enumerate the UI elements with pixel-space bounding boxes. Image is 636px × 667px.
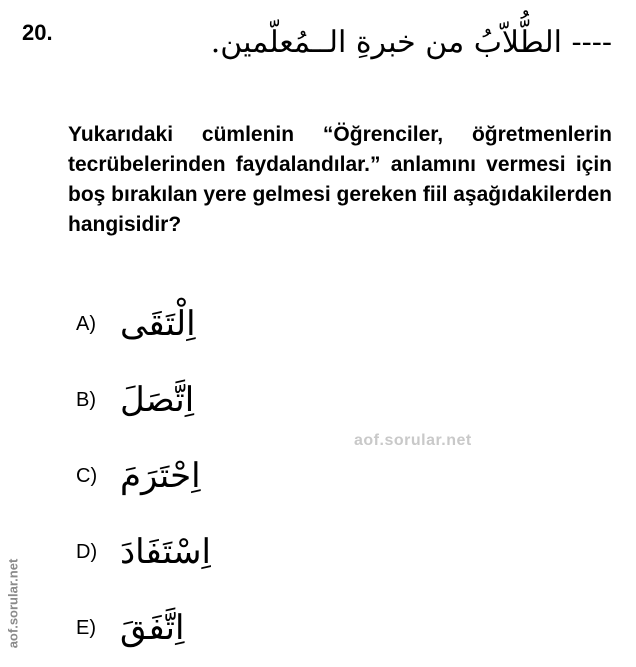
option-letter: D) [76,540,98,563]
option-d[interactable] [76,514,296,590]
answer-options [76,286,296,666]
option-c[interactable] [76,438,296,514]
option-arabic-word: اِتَّصَلَ [120,380,195,420]
arabic-sentence: ---- الطُّلاّبُ من خبرةِ الــمُعلّمين. [210,25,612,60]
watermark-side: aof.sorular.net [5,558,21,649]
option-arabic-word: اِحْتَرَمَ [120,456,201,496]
watermark-center: aof.sorular.net [354,432,472,449]
question-number: 20. [22,20,53,45]
option-letter: B) [76,388,96,411]
option-arabic-word: اِسْتَفَادَ [120,532,211,572]
option-letter: E) [76,616,96,639]
option-arabic-word: اِلْتَقَى [120,304,196,344]
option-letter: C) [76,464,98,487]
option-arabic-word: اِتَّفَقَ [120,608,185,648]
option-letter: A) [76,312,96,335]
option-e[interactable] [76,590,296,666]
option-b[interactable] [76,362,296,438]
question-text: Yukarıdaki cümlenin “Öğrenciler, öğretmenlerin tecrübelerinden faydalandılar.” anlamını vermesi için boş bırakılan yere gelmesi gereken fiil aşağıdakilerden hangisidir? [68,123,612,236]
option-a[interactable] [76,286,296,362]
